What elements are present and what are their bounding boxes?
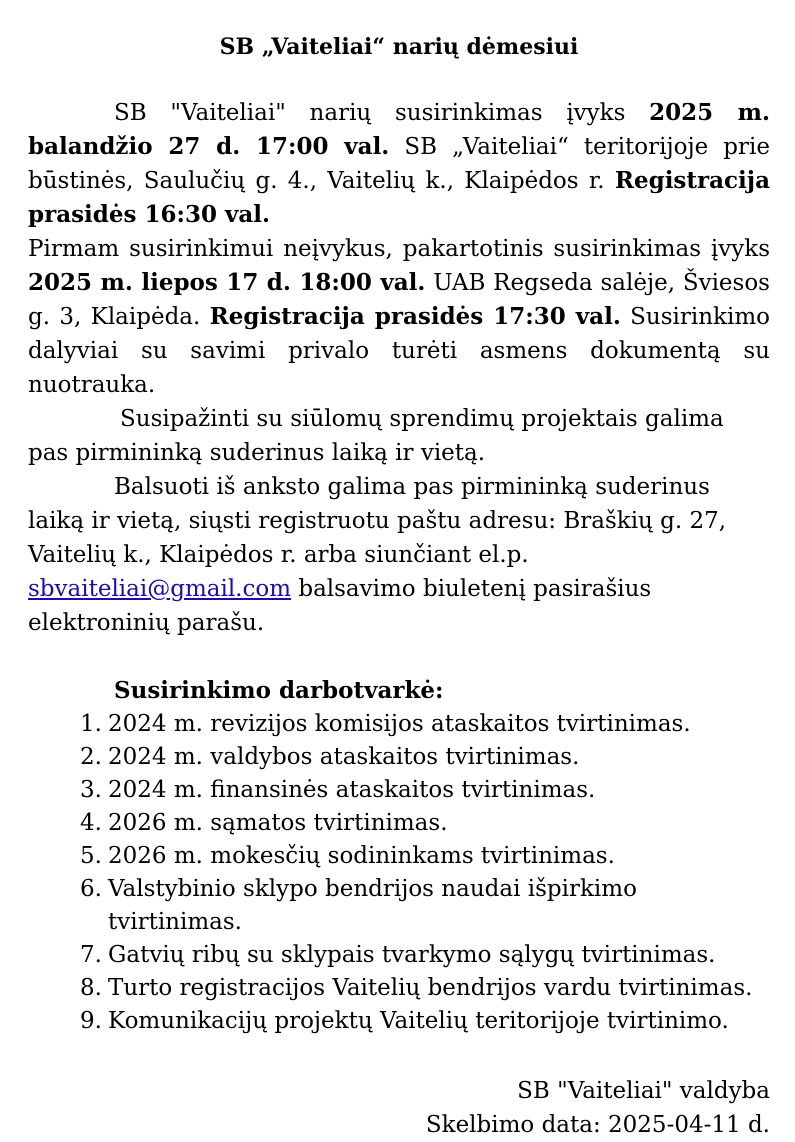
paragraph-meeting — [28, 96, 770, 232]
list-item-text: Komunikacijų projektų Vaitelių teritorijoje tvirtinimo. — [108, 1008, 729, 1034]
repeat-text-1: Pirmam susirinkimui neįvykus, pakartotinis susirinkimas įvyks — [28, 236, 770, 262]
meeting-registration: Registracija prasidės 16:30 val. — [28, 167, 770, 228]
list-item — [28, 873, 770, 939]
voting-text-2: balsavimo biuletenį pasirašius elektroninių parašu. — [28, 576, 652, 636]
list-item — [28, 939, 770, 972]
document-page — [28, 30, 770, 1142]
list-item-number: 4. — [80, 810, 102, 836]
publication-date: Skelbimo data: 2025-04-11 d. — [425, 1112, 770, 1138]
list-item-number: 5. — [80, 843, 102, 869]
list-item-number: 3. — [80, 777, 102, 803]
list-item-number: 7. — [80, 942, 102, 968]
list-item — [28, 972, 770, 1005]
list-item-text: 2026 m. sąmatos tvirtinimas. — [108, 810, 448, 836]
list-item-number: 2. — [80, 744, 102, 770]
meeting-text-2: SB „Vaiteliai“ teritorijoje prie būstinės, Saulučių g. 4., Vaitelių k., Klaipėdos r. — [28, 134, 770, 194]
list-item — [28, 774, 770, 807]
paragraph-voting — [28, 470, 770, 640]
repeat-date: 2025 m. liepos 17 d. 18:00 val. — [28, 269, 426, 296]
repeat-registration: Registracija prasidės 17:30 val. — [209, 303, 621, 330]
list-item-text: Gatvių ribų su sklypais tvarkymo sąlygų tvirtinimas. — [108, 942, 716, 968]
agenda-list — [28, 708, 770, 1038]
list-item — [28, 741, 770, 774]
list-item — [28, 1005, 770, 1038]
signature-org: SB "Vaiteliai" valdyba — [517, 1078, 770, 1104]
list-item-text: 2024 m. revizijos komisijos ataskaitos tvirtinimas. — [108, 711, 691, 737]
signature-block — [28, 1074, 770, 1142]
meeting-text-1: SB "Vaiteliai" narių susirinkimas įvyks — [114, 100, 650, 126]
list-item-text: 2024 m. valdybos ataskaitos tvirtinimas. — [108, 744, 580, 770]
email-link[interactable]: sbvaiteliai@gmail.com — [28, 576, 292, 602]
list-item-number: 1. — [80, 711, 102, 737]
agenda-title: Susirinkimo darbotvarkė: — [114, 677, 444, 704]
list-item-text: 2026 m. mokesčių sodininkams tvirtinimas. — [108, 843, 615, 869]
paragraph-repeat-meeting — [28, 232, 770, 402]
list-item-number: 8. — [80, 975, 102, 1001]
repeat-text-2: UAB Regseda salėje, Šviesos g. 3, Klaipėda. — [28, 270, 770, 330]
list-item — [28, 708, 770, 741]
paragraph-projects: Susipažinti su siūlomų sprendimų projektais galima pas pirmininką suderinus laiką ir vietą. — [28, 406, 724, 466]
list-item — [28, 807, 770, 840]
list-item — [28, 840, 770, 873]
list-item-number: 6. — [80, 876, 102, 902]
voting-text-1: Balsuoti iš anksto galima pas pirmininką suderinus laiką ir vietą, siųsti registruotu paštu adresu: Braškių g. 27, Vaitelių k., Klaipėdos r. arba siunčiant el.p. — [28, 474, 727, 568]
repeat-text-3: Susirinkimo dalyviai su savimi privalo turėti asmens dokumentą su nuotrauka. — [28, 304, 770, 398]
list-item-text: 2024 m. finansinės ataskaitos tvirtinimas. — [108, 777, 596, 803]
list-item-text: Valstybinio sklypo bendrijos naudai išpirkimo tvirtinimas. — [108, 876, 637, 935]
document-title: SB „Vaiteliai“ narių dėmesiui — [219, 34, 579, 60]
list-item-text: Turto registracijos Vaitelių bendrijos vardu tvirtinimas. — [108, 975, 753, 1001]
list-item-number: 9. — [80, 1008, 102, 1034]
meeting-date: 2025 m. balandžio 27 d. 17:00 val. — [28, 99, 770, 160]
